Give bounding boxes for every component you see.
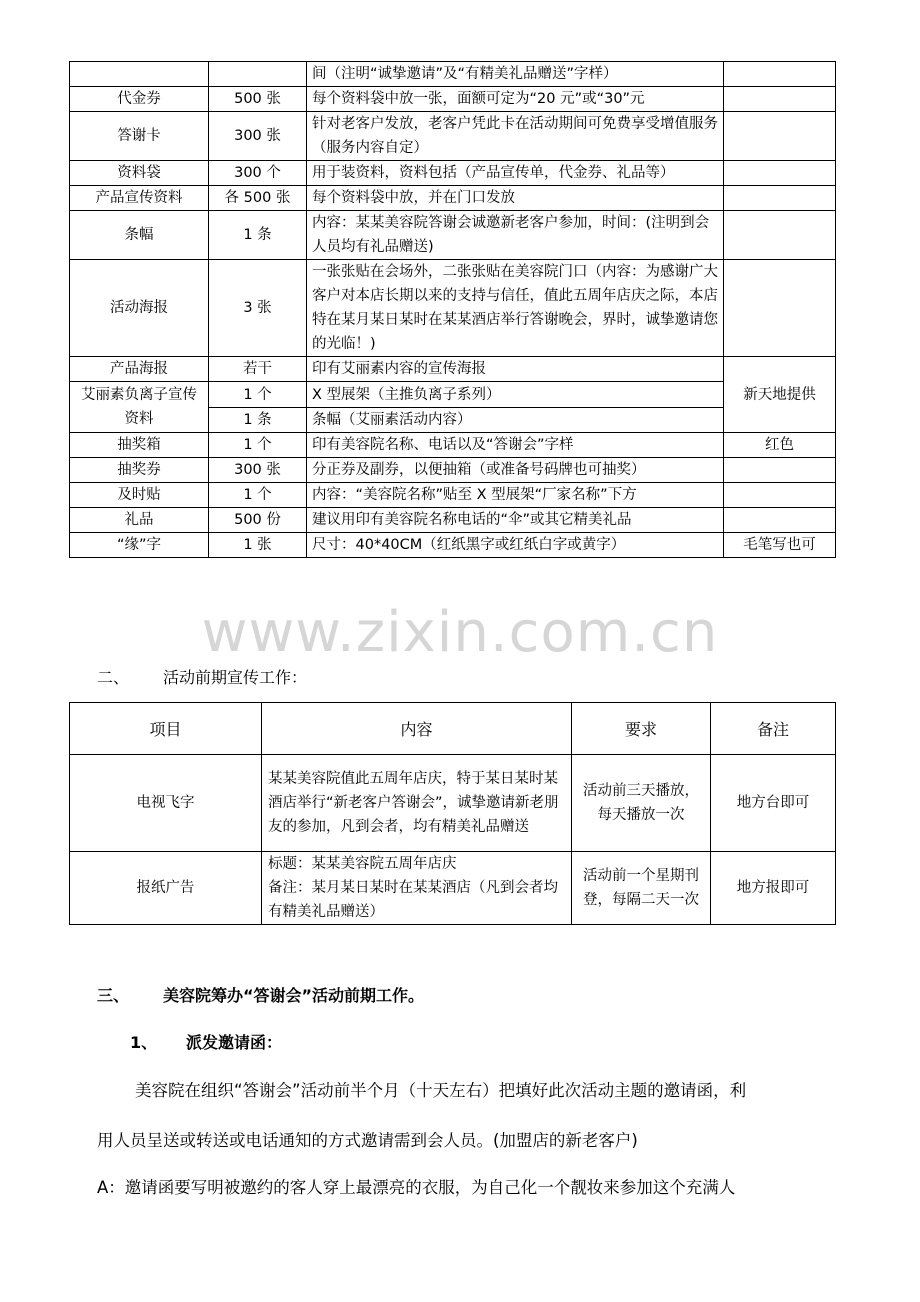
desc-cell: 每个资料袋中放，并在门口发放 [307,186,724,211]
item-cell: 及时贴 [70,483,209,508]
content-line: 备注：某月某日某时在某某酒店（凡到会者均有精美礼品赠送） [268,880,558,920]
header-item: 项目 [70,703,262,755]
table-row [70,260,836,357]
section-2-number: 二、 [97,668,130,687]
qty-cell: 各 500 张 [209,186,307,211]
qty-cell: 若干 [209,357,307,382]
table-header-row [70,703,836,755]
qty-cell: 1 条 [209,211,307,260]
item-cell: 资料袋 [70,161,209,186]
paragraph-line: 用人员呈送或转送或电话通知的方式邀请需到会人员。(加盟店的新老客户) [97,1131,638,1150]
item-cell [70,62,209,87]
qty-cell: 300 张 [209,112,307,161]
note-cell: 毛笔写也可 [724,533,836,558]
qty-cell: 300 张 [209,458,307,483]
watermark: www.zixin.com.cn [201,600,719,665]
qty-cell: 3 张 [209,260,307,357]
note-cell [724,260,836,357]
note-cell: 地方台即可 [711,755,836,852]
desc-cell: 印有美容院名称、电话以及“答谢会”字样 [307,433,724,458]
table-row [70,112,836,161]
item-cell: 代金券 [70,87,209,112]
note-cell [724,508,836,533]
section-3-heading [97,983,424,1006]
table-row [70,852,836,925]
item-cell: 抽奖箱 [70,433,209,458]
item-cell: 答谢卡 [70,112,209,161]
promo-table [69,702,836,925]
qty-cell: 1 张 [209,533,307,558]
desc-cell: 每个资料袋中放一张，面额可定为“20 元”或“30”元 [307,87,724,112]
desc-cell: 用于装资料，资料包括（产品宣传单，代金券、礼品等） [307,161,724,186]
desc-cell: 印有艾丽素内容的宣传海报 [307,357,724,382]
header-note: 备注 [711,703,836,755]
qty-cell: 1 个 [209,483,307,508]
paragraph-line: 美容院在组织“答谢会”活动前半个月（十天左右）把填好此次活动主题的邀请函，利 [135,1081,747,1100]
item-cell: 电视飞字 [70,755,262,852]
desc-cell: X 型展架（主推负离子系列） [307,382,724,408]
note-cell [724,211,836,260]
section-2-title: 活动前期宣传工作： [163,668,308,687]
table-row [70,433,836,458]
item-cell: 报纸广告 [70,852,262,925]
qty-cell [209,62,307,87]
item-cell: 产品宣传资料 [70,186,209,211]
materials-table [69,61,836,558]
desc-cell: 间（注明“诚挚邀请”及“有精美礼品赠送”字样） [307,62,724,87]
qty-cell: 1 个 [209,433,307,458]
note-cell [724,186,836,211]
subsection-1-heading [130,1030,282,1053]
desc-cell: 条幅（艾丽素活动内容） [307,408,724,433]
item-cell: 艾丽素负离子宣传资料 [70,382,209,433]
item-cell: 产品海报 [70,357,209,382]
qty-cell: 300 个 [209,161,307,186]
item-cell: 抽奖券 [70,458,209,483]
header-content: 内容 [262,703,572,755]
note-cell [724,62,836,87]
table-row [70,382,836,408]
desc-cell: 分正券及副券，以便抽箱（或准备号码牌也可抽奖） [307,458,724,483]
qty-cell: 1 条 [209,408,307,433]
table-row [70,62,836,87]
note-cell [724,458,836,483]
item-cell: 活动海报 [70,260,209,357]
qty-cell: 500 张 [209,87,307,112]
note-cell: 红色 [724,433,836,458]
content-cell: 某某美容院值此五周年店庆，特于某日某时某酒店举行“新老客户答谢会”，诚挚邀请新老朋友的参加，凡到会者，均有精美礼品赠送 [262,755,572,852]
subsection-1-number: 1、 [130,1033,158,1052]
requirement-cell: 活动前三天播放，每天播放一次 [572,755,711,852]
desc-cell: 内容：某某美容院答谢会诚邀新老客户参加，时间：(注明到会人员均有礼品赠送) [307,211,724,260]
qty-cell: 500 份 [209,508,307,533]
header-requirement: 要求 [572,703,711,755]
desc-cell: 针对老客户发放，老客户凭此卡在活动期间可免费享受增值服务（服务内容自定） [307,112,724,161]
note-cell [724,112,836,161]
qty-cell: 1 个 [209,382,307,408]
desc-cell: 建议用印有美容院名称电话的“伞”或其它精美礼品 [307,508,724,533]
desc-cell: 内容：“美容院名称”贴至 X 型展架“厂家名称”下方 [307,483,724,508]
table-row [70,483,836,508]
note-cell [724,483,836,508]
content-line: 标题：某某美容院五周年店庆 [268,856,457,872]
note-cell: 地方报即可 [711,852,836,925]
item-cell: 礼品 [70,508,209,533]
requirement-cell: 活动前一个星期刊登，每隔二天一次 [572,852,711,925]
table-row [70,755,836,852]
paragraph-line: A：邀请函要写明被邀约的客人穿上最漂亮的衣服，为自己化一个靓妆来参加这个充满人 [97,1178,736,1197]
table-row [70,211,836,260]
note-cell [724,161,836,186]
section-2-heading [97,665,307,688]
section-3-number: 三、 [97,986,130,1005]
desc-cell: 尺寸：40*40CM（红纸黑字或红纸白字或黄字） [307,533,724,558]
content-cell [262,852,572,925]
section-3-title: 美容院筹办“答谢会”活动前期工作。 [163,986,425,1005]
table-row [70,458,836,483]
note-cell [724,87,836,112]
subsection-1-title: 派发邀请函： [186,1033,283,1052]
table-row [70,508,836,533]
table-row [70,357,836,382]
table-row [70,161,836,186]
table-row [70,533,836,558]
desc-cell: 一张张贴在会场外，二张张贴在美容院门口（内容：为感谢广大客户对本店长期以来的支持与信任，值此五周年店庆之际，本店特在某月某日某时在某某酒店举行答谢晚会，界时，诚挚邀请您的光临！) [307,260,724,357]
table-row [70,186,836,211]
table-row [70,87,836,112]
item-cell: “缘”字 [70,533,209,558]
note-cell: 新天地提供 [724,357,836,433]
item-cell: 条幅 [70,211,209,260]
